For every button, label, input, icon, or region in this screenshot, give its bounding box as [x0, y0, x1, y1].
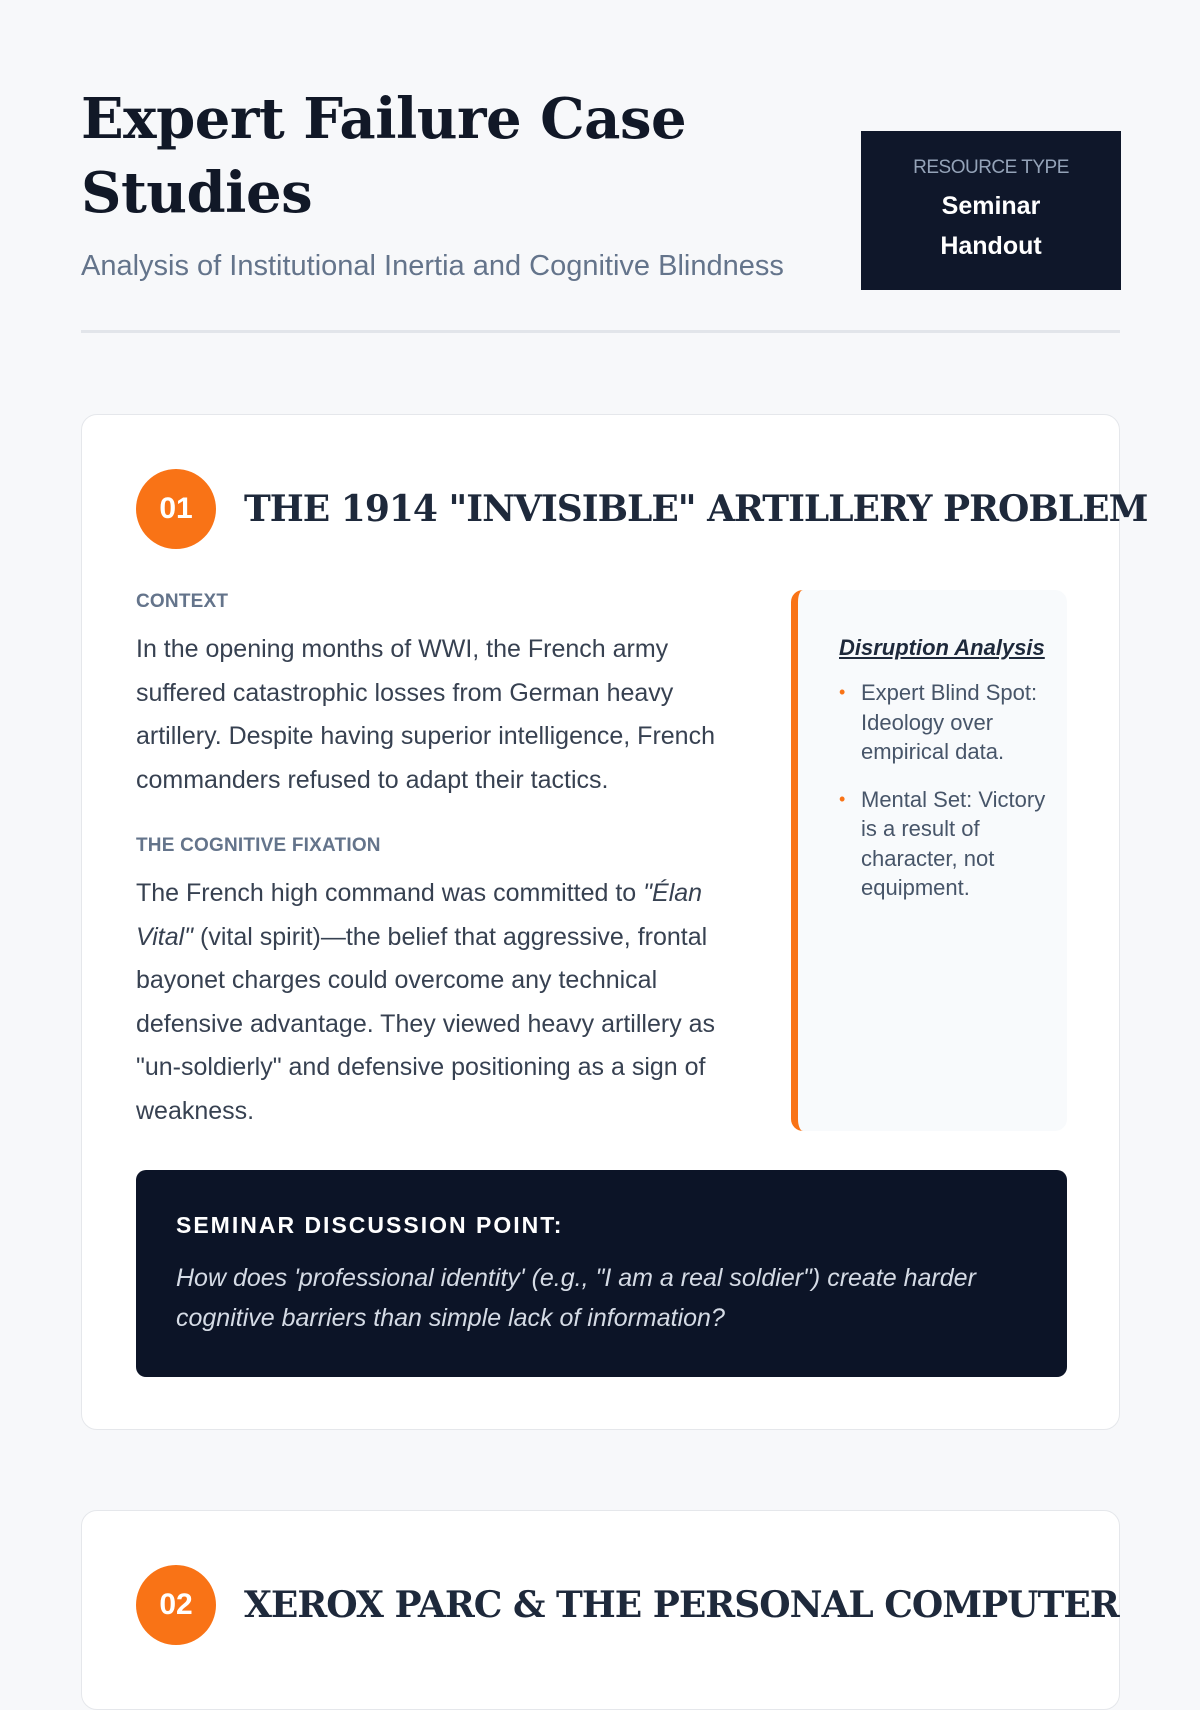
context-label: CONTEXT: [136, 591, 229, 612]
resource-type-value: Seminar Handout: [940, 192, 1042, 260]
fixation-intro: The French high command was committed to: [136, 879, 637, 907]
context-text: In the opening months of WWI, the French army suffered catastrophic losses from German heavy artillery. Despite having superior intelligence, French commanders refused to adapt their tactics.: [136, 635, 715, 794]
case-study-title: XEROX PARC & THE PERSONAL COMPUTER: [244, 1584, 1119, 1626]
bullet-icon: •: [839, 788, 846, 809]
bullet-icon: •: [839, 682, 846, 702]
case-study-card: [81, 414, 1148, 1430]
page-header: [81, 0, 1120, 333]
list-item-text: Expert Blind Spot: Ideology over empirical data.: [861, 680, 1038, 764]
fixation-text: [136, 872, 746, 1133]
discussion-point-box: [136, 1170, 1067, 1377]
disruption-analysis-list: [839, 678, 1047, 903]
list-item: [839, 785, 1047, 903]
handout-page: [81, 0, 1148, 1626]
resource-type-box: [861, 131, 1121, 290]
case-study-header: [136, 1565, 1119, 1645]
discussion-point-label: SEMINAR DISCUSSION POINT:: [176, 1212, 564, 1238]
fixation-rest: (vital spirit)—the belief that aggressive, frontal bayonet charges could overcome any technical defensive advantage. They viewed heavy artillery as "un-soldierly" and defensive positioning as a sign of weakness.: [136, 922, 716, 1125]
page-title: Expert Failure Case Studies: [81, 86, 687, 226]
case-number-badge: 01: [136, 469, 216, 549]
resource-type-label: RESOURCE TYPE: [913, 157, 1069, 178]
case-study-body: [136, 588, 746, 1133]
list-item-text: Mental Set: Victory is a result of character, not equipment.: [861, 786, 1046, 900]
case-study-card: [81, 1510, 1120, 1710]
disruption-analysis-panel: [791, 590, 1067, 1131]
fixation-label: THE COGNITIVE FIXATION: [136, 835, 381, 856]
list-item: [839, 678, 1047, 767]
disruption-analysis-title: Disruption Analysis: [839, 635, 1045, 660]
discussion-point-text: How does 'professional identity' (e.g., "I am a real soldier") create harder cognitive barriers than simple lack of information?: [176, 1264, 976, 1332]
case-study-header: [136, 469, 1148, 549]
case-study-title: THE 1914 "INVISIBLE" ARTILLERY PROBLEM: [244, 488, 1148, 530]
page-subtitle: Analysis of Institutional Inertia and Cognitive Blindness: [81, 250, 784, 282]
case-number-badge: 02: [136, 1565, 216, 1645]
fixation-term: "Élan Vital": [136, 879, 703, 951]
